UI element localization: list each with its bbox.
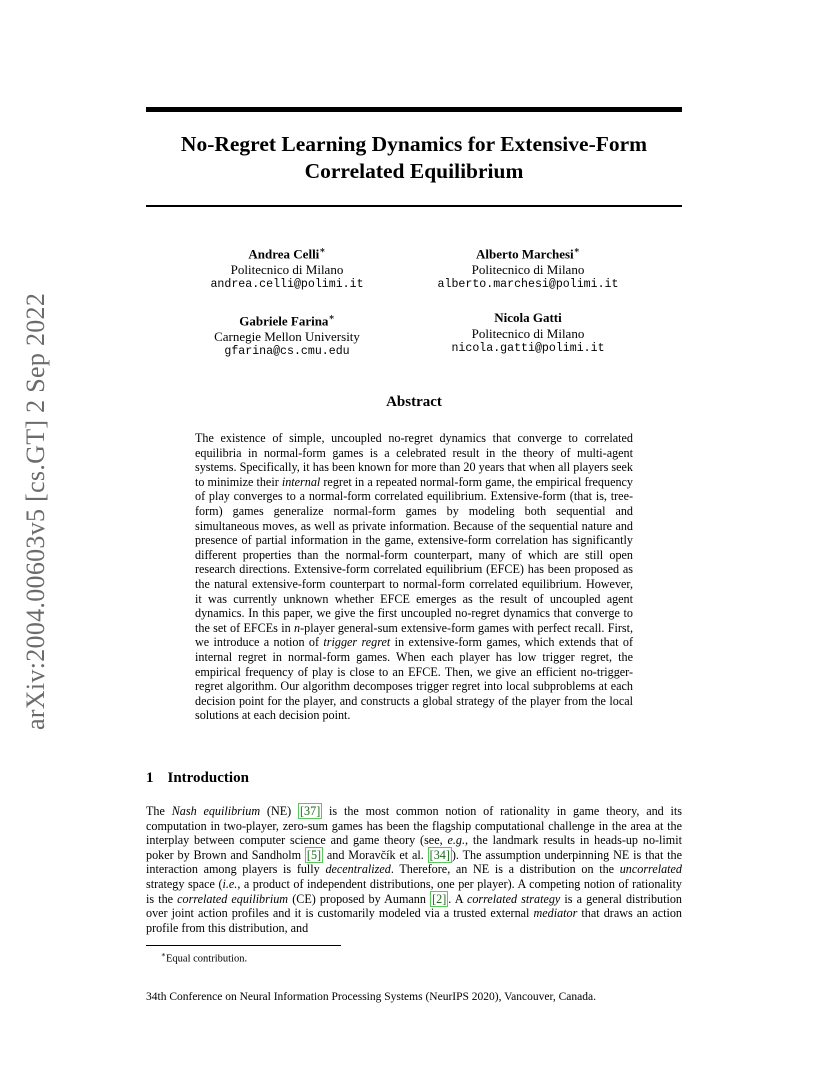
author-affiliation: Carnegie Mellon University [214, 328, 360, 344]
author-name: Alberto Marchesi∗ [476, 245, 580, 262]
author-email[interactable]: nicola.gatti@polimi.it [451, 342, 605, 355]
citation-link[interactable]: [5] [306, 847, 322, 862]
abstract-heading: Abstract [386, 394, 442, 410]
author-name: Andrea Celli∗ [248, 245, 326, 262]
introduction-text: The Nash equilibrium (NE) [37] is the most common notion of rationality in game theory, and its computation in two-player, zero-sum games has been the flagship computational challenge in the area at the interplay between computer science and game theory (see, e.g., the landmark results in heads-up no-limit poker by Brown and Sandholm [5] and Moravčík et al. [34] ). The assumption underpinning NE is that the interaction among players is fully decentralized. Therefore, an NE is a distribution on the uncorrelated strategy space (i.e., a product of independent distributions, one per player). A competing notion of rationality is the correlated equilibrium (CE) proposed by Aumann [2] . A correlated strategy is a general distribution over joint action profiles and it is customarily modeled via a trusted external mediator that draws an action profile from this distribution, and [146, 804, 683, 935]
arxiv-identifier: arXiv:2004.00603v5 [cs.GT] 2 Sep 2022 [21, 292, 50, 730]
author-email[interactable]: andrea.celli@polimi.it [210, 278, 364, 292]
author-email[interactable]: gfarina@cs.cmu.edu [224, 345, 350, 359]
title-line-1: No-Regret Learning Dynamics for Extensive-Form [180, 132, 648, 156]
conference-note: 34th Conference on Neural Information Processing Systems (NeurIPS 2020), Vancouver, Canada. [146, 991, 596, 1003]
title-rule-top [146, 107, 682, 112]
author-affiliation: Politecnico di Milano [471, 261, 585, 277]
author-block [167, 310, 407, 360]
title-line-2: Correlated Equilibrium [304, 159, 524, 183]
citation-link[interactable]: [2] [432, 891, 447, 906]
author-name: Gabriele Farina∗ [239, 312, 335, 329]
paper-title [146, 131, 682, 185]
author-affiliation: Politecnico di Milano [230, 261, 344, 277]
title-rule-bottom [146, 205, 682, 207]
footnote: ∗Equal contribution. [161, 950, 248, 965]
section-number: 1 [146, 770, 154, 786]
author-block [408, 243, 648, 293]
abstract-text: The existence of simple, uncoupled no-regret dynamics that converge to correlated equilibria in normal-form games is a celebrated result in the theory of multi-agent systems. Specifically, it has been known for more than 20 years that when all players seek to minimize their internal regret in a repeated normal-form game, the empirical frequency of play converges to a normal-form correlated equilibrium. Extensive-form (that is, tree-form) games generalize normal-form games by modeling both sequential and simultaneous moves, as well as private information. Because of the sequential nature and presence of partial information in the game, extensive-form correlation has significantly different properties than the normal-form counterpart, many of which are still open research directions. Extensive-form correlated equilibrium (EFCE) has been proposed as the natural extensive-form counterpart to normal-form correlated equilibrium. However, it was currently unknown whether EFCE emerges as the result of uncoupled agent dynamics. In this paper, we give the first uncoupled no-regret dynamics that converge to the set of EFCEs in n-player general-sum extensive-form games with perfect recall. First, we introduce a notion of trigger regret in extensive-form games, which extends that of internal regret in normal-form games. When each player has low trigger regret, the empirical frequency of play is close to an EFCE. Then, we give an efficient no-trigger-regret algorithm. Our algorithm decomposes trigger regret into local subproblems at each decision point for the player, and constructs a global strategy of the player from the local solutions at each decision point. [195, 431, 633, 723]
author-block [167, 243, 407, 293]
section-heading [146, 770, 249, 787]
author-email[interactable]: alberto.marchesi@polimi.it [437, 278, 619, 292]
citation-link[interactable]: [34] [429, 847, 450, 862]
citation-link[interactable]: [37] [300, 804, 321, 818]
author-affiliation: Politecnico di Milano [471, 325, 585, 341]
footnote-rule [146, 945, 341, 946]
author-name: Nicola Gatti [494, 310, 562, 325]
section-title: Introduction [167, 770, 249, 786]
author-block [408, 310, 648, 357]
